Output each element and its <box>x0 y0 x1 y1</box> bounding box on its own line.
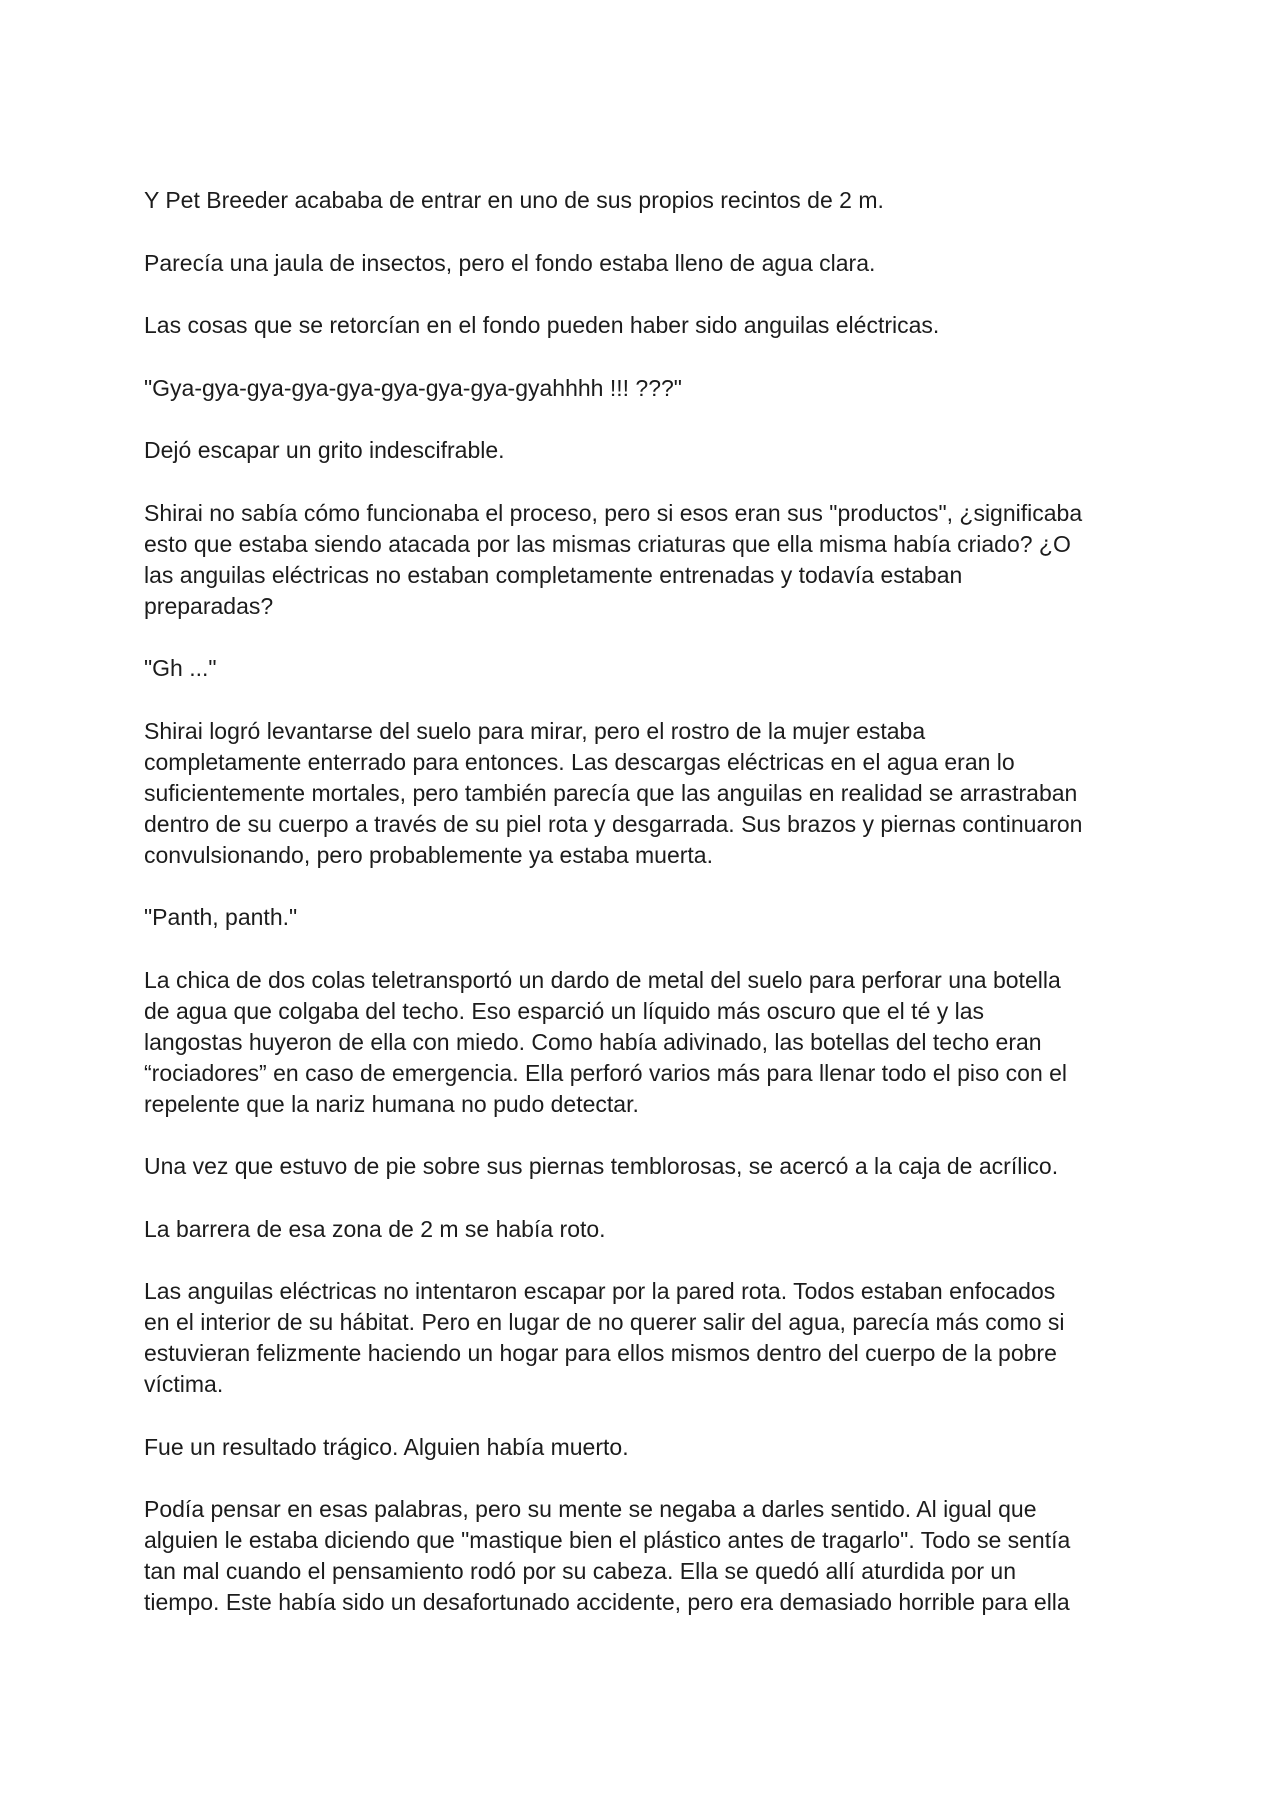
paragraph-line: las anguilas eléctricas no estaban completamente entrenadas y todavía estaban <box>144 561 963 588</box>
paragraph-line: La barrera de esa zona de 2 m se había roto. <box>144 1215 606 1242</box>
paragraph <box>144 1432 1190 1463</box>
paragraph-line: dentro de su cuerpo a través de su piel rota y desgarrada. Sus brazos y piernas continuaron <box>144 810 1083 837</box>
paragraph-line: Shirai no sabía cómo funcionaba el proceso, pero si esos eran sus "productos", ¿significaba <box>144 499 1083 526</box>
paragraph <box>144 1214 1190 1245</box>
paragraph-line: preparadas? <box>144 592 274 619</box>
paragraph-line: Y Pet Breeder acababa de entrar en uno de sus propios recintos de 2 m. <box>144 187 884 213</box>
paragraph <box>144 498 1190 622</box>
paragraph <box>144 373 1190 404</box>
paragraph-line: Podía pensar en esas palabras, pero su mente se negaba a darles sentido. Al igual que <box>144 1496 1037 1522</box>
paragraph-line: repelente que la nariz humana no pudo detectar. <box>144 1090 639 1117</box>
paragraph <box>144 1276 1190 1400</box>
paragraph-line: esto que estaba siendo atacada por las mismas criaturas que ella misma había criado? ¿O <box>144 530 1071 557</box>
paragraph <box>144 965 1190 1120</box>
paragraph-line: tan mal cuando el pensamiento rodó por su cabeza. Ella se quedó allí aturdida por un <box>144 1558 1017 1584</box>
paragraph-line: "Gya-gya-gya-gya-gya-gya-gya-gya-gyahhhh !!! ???" <box>144 374 682 401</box>
paragraph-line: en el interior de su hábitat. Pero en lugar de no querer salir del agua, parecía más como si <box>144 1309 1065 1335</box>
paragraph-line: tiempo. Este había sido un desafortunado accidente, pero era demasiado horrible para ella <box>144 1589 1070 1615</box>
paragraph-line: Fue un resultado trágico. Alguien había muerto. <box>144 1433 629 1460</box>
paragraph-line: de agua que colgaba del techo. Eso esparció un líquido más oscuro que el té y las <box>144 997 985 1024</box>
paragraph-line: Parecía una jaula de insectos, pero el fondo estaba lleno de agua clara. <box>144 249 876 276</box>
paragraph-line: Shirai logró levantarse del suelo para mirar, pero el rostro de la mujer estaba <box>144 717 926 744</box>
paragraph-line: Una vez que estuvo de pie sobre sus piernas temblorosas, se acercó a la caja de acrílico. <box>144 1153 1059 1179</box>
paragraph-line: víctima. <box>144 1371 224 1397</box>
paragraph <box>144 435 1190 466</box>
paragraph <box>144 653 1190 684</box>
paragraph-line: Las cosas que se retorcían en el fondo pueden haber sido anguilas eléctricas. <box>144 312 940 338</box>
paragraph <box>144 310 1190 341</box>
paragraph-line: langostas huyeron de ella con miedo. Como había adivinado, las botellas del techo eran <box>144 1028 1042 1055</box>
paragraph-line: “rociadores” en caso de emergencia. Ella perforó varios más para llenar todo el piso con el <box>144 1059 1068 1086</box>
paragraph-line: Las anguilas eléctricas no intentaron escapar por la pared rota. Todos estaban enfocados <box>144 1278 1056 1304</box>
paragraph-line: alguien le estaba diciendo que "mastique bien el plástico antes de tragarlo". Todo se sentía <box>144 1527 1071 1553</box>
paragraph-line: "Panth, panth." <box>144 904 298 930</box>
paragraph <box>144 1494 1190 1618</box>
paragraph-line: estuvieran felizmente haciendo un hogar para ellos mismos dentro del cuerpo de la pobre <box>144 1340 1057 1366</box>
paragraph-line: Dejó escapar un grito indescifrable. <box>144 437 505 463</box>
paragraph-line: completamente enterrado para entonces. Las descargas eléctricas en el agua eran lo <box>144 748 1015 775</box>
paragraph-line: convulsionando, pero probablemente ya estaba muerta. <box>144 841 713 868</box>
paragraph <box>144 716 1190 871</box>
paragraph-line: La chica de dos colas teletransportó un dardo de metal del suelo para perforar una botella <box>144 966 1061 993</box>
paragraph <box>144 1151 1190 1182</box>
paragraph-line: "Gh ..." <box>144 655 217 681</box>
paragraph-line: suficientemente mortales, pero también parecía que las anguilas en realidad se arrastraban <box>144 779 1078 806</box>
paragraph <box>144 248 1190 279</box>
paragraph <box>144 185 1190 216</box>
paragraph <box>144 902 1190 933</box>
